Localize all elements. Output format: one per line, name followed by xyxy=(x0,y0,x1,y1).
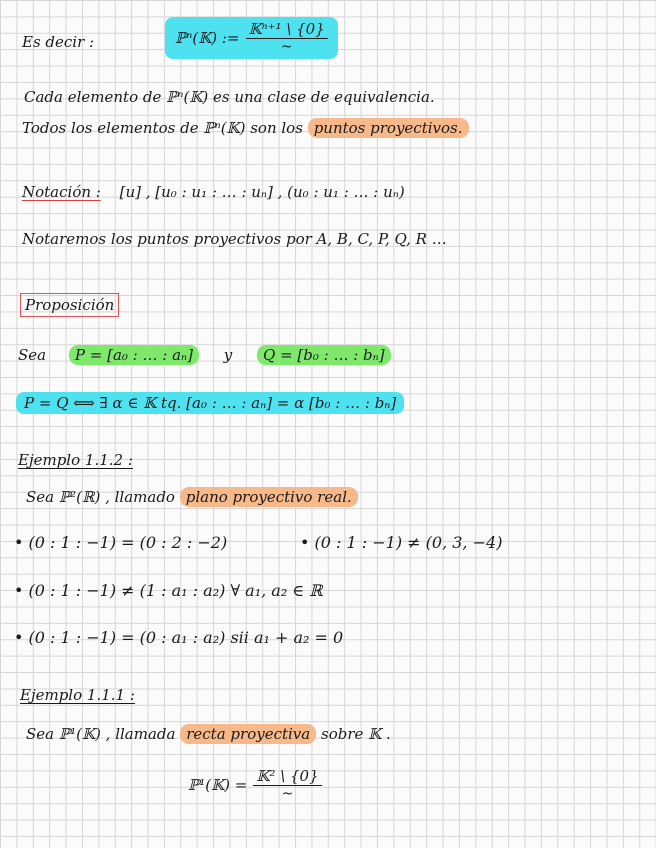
final-fraction xyxy=(253,768,321,802)
def-fraction xyxy=(246,21,328,55)
proposicion-box: Proposición xyxy=(20,293,119,317)
sea-label: Sea xyxy=(18,346,47,364)
bullet-4: • (0 : 1 : −1) = (0 : a₁ : a₂) sii a₁ + a₂ = 0 xyxy=(14,628,344,647)
def-formula xyxy=(165,17,338,59)
plano-proyectivo-highlight: plano proyectivo real. xyxy=(180,487,358,507)
q-highlight: Q = [b₀ : … : bₙ] xyxy=(257,345,391,365)
recta-proyectiva-highlight: recta proyectiva xyxy=(180,724,316,744)
bullet-1: • (0 : 1 : −1) = (0 : 2 : −2) xyxy=(14,533,228,552)
sea-line xyxy=(18,346,391,364)
p-highlight: P = [a₀ : … : aₙ] xyxy=(69,345,199,365)
bullet-3: • (0 : 1 : −1) ≠ (1 : a₁ : a₂) ∀ a₁, a₂ ∈ ℝ xyxy=(14,581,323,600)
ejemplo-111-sea xyxy=(26,725,391,743)
todos-line xyxy=(22,119,469,137)
ejemplo-111-text: Sea ℙ¹(𝕂) , llamada xyxy=(26,725,176,743)
def-denominator: ~ xyxy=(280,39,293,56)
ejemplo-112-title: Ejemplo 1.1.2 : xyxy=(18,451,133,469)
final-lhs: ℙ¹(𝕂) = xyxy=(188,776,248,795)
ejemplo-112-sea xyxy=(26,488,358,506)
notacion-line xyxy=(22,183,405,201)
clase-line: Cada elemento de ℙⁿ(𝕂) es una clase de equivalencia. xyxy=(24,88,435,106)
ejemplo-112-text: Sea ℙ²(ℝ) , llamado xyxy=(26,488,175,506)
def-lhs: ℙⁿ(𝕂) := xyxy=(175,29,240,48)
puntos-proyectivos-highlight: puntos proyectivos. xyxy=(308,118,469,138)
y-label: y xyxy=(223,346,233,364)
ejemplo-111-post: sobre 𝕂 . xyxy=(321,725,391,743)
notaremos-line: Notaremos los puntos proyectivos por A, B, C, P, Q, R … xyxy=(22,230,447,248)
notacion-label: Notación : xyxy=(22,183,101,201)
final-numerator: 𝕂² \ {0} xyxy=(253,768,321,786)
proposicion-heading xyxy=(20,296,119,314)
final-denominator: ~ xyxy=(281,786,294,803)
def-numerator: 𝕂ⁿ⁺¹ \ {0} xyxy=(246,21,328,39)
notacion-forms: [u] , [u₀ : u₁ : … : uₙ] , (u₀ : u₁ : … : uₙ) xyxy=(119,183,405,201)
final-formula xyxy=(188,768,322,802)
todos-text: Todos los elementos de ℙⁿ(𝕂) son los xyxy=(22,119,303,137)
equivalence-line: P = Q ⟺ ∃ α ∈ 𝕂 tq. [a₀ : … : aₙ] = α [b₀ : … : bₙ] xyxy=(16,392,404,414)
ejemplo-111-title: Ejemplo 1.1.1 : xyxy=(20,686,135,704)
def-label: Es decir : xyxy=(22,33,95,51)
bullet-2: • (0 : 1 : −1) ≠ (0, 3, −4) xyxy=(300,533,503,552)
